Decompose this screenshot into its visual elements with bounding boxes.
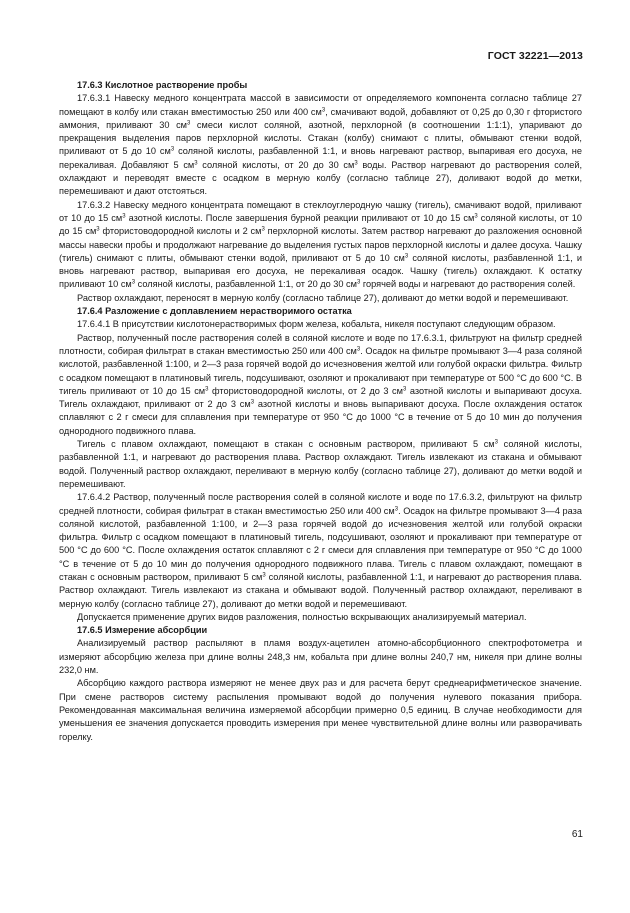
- section-heading: 17.6.5 Измерение абсорбции: [77, 625, 208, 636]
- paragraph: Допускается применение других видов разложения, полностью вскрывающих анализируемый материал.: [77, 611, 527, 622]
- paragraph: Абсорбцию каждого раствора измеряют не менее двух раз и для расчета берут среднеарифметическое значение. При смене растворов систему распыления промывают водой до получения нулевого показания прибора. Рекомендованная максимальная величина измеряемой абсорбции примерно 0,5 единиц. В случае необходимости для уменьшения ее значения допускается проводить измерения при менее чувствительной длине волны или разворачивать горелку.: [59, 678, 582, 742]
- paragraph: Тигель с плавом охлаждают, помещают в стакан с основным раствором, приливают 5 $см^3$ соляной кислоты, разбавленной 1:1, и нагревают до растворения плава. Раствор охлаждают. Тигель извлекают из стакана и обмывают водой. Полученный раствор охлаждают, переливают в мерную колбу (согласно таблице 27), доливают до метки водой и перемешивают.: [59, 439, 583, 489]
- paragraph: Раствор, полученный после растворения солей в соляной кислоте и воде по 17.6.3.1, фильтруют на фильтр средней плотности, собирая фильтрат в стакан вместимостью 250 или 400 $см^3$. Осадок на фильтре промывают 3—4 раза соляной кислотой, разбавленной 1:100, и 2—3 раза горячей водой до исчезновения желтой или голубой окраски фильтра. Фильтр с осадком помещают в платиновый тигель, подсушивают, озоляют и прокаливают при температуре от 500 °С до 600 °С. В тигель приливают от 10 до 15 $см^3$ фтористоводородной кислоты, от 2 до 3 $см^3$ азотной кислоты и выпаривают досуха. Тигель охлаждают, приливают от 2 до 3 $см^3$ азотной кислоты и вновь выпаривают досуха. После охлаждения остаток сплавляют с 2 г смеси для сплавления при температуре от 950 °С до 1000 °С в течение от 5 до 10 мин до получения однородного подвижного плава.: [59, 332, 583, 436]
- page-number: 61: [571, 829, 583, 840]
- paragraph: 17.6.4.2 Раствор, полученный после растворения солей в соляной кислоте и воде по 17.6.3.2, фильтруют на фильтр средней плотности, собирая фильтрат в стакан вместимостью 250 или 400 $см^3$. Осадок на фильтре промывают 3—4 раза соляной кислотой, разбавленной 1:100, и 2—3 раза горячей водой до исчезновения желтой или голубой окраски фильтра. Фильтр с осадком помещают в платиновый тигель, подсушивают, озоляют и прокаливают при температуре от 500 °С до 600 °С. После охлаждения остаток сплавляют с 2 г смеси для сплавления при температуре от 950 °С до 1000 °С в течение от 5 до 10 мин до получения однородного подвижного плава. Тигель с плавом охлаждают, помещают в стакан с основным раствором, приливают 5 $см^3$ соляной кислоты, разбавленной 1:1, и нагревают до растворения плава. Раствор охлаждают. Тигель извлекают из стакана и обмывают водой. Полученный раствор охлаждают, переливают в мерную колбу (согласно таблице 27), доливают до метки водой и перемешивают.: [59, 492, 582, 609]
- paragraph: 17.6.3.2 Навеску медного концентрата помещают в стеклоуглеродную чашку (тигель), смачивают водой, приливают от 10 до 15 $см^3$ азотной кислоты. После завершения бурной реакции приливают от 10 до 15 $см^3$ соляной кислоты, от 10 до 15 $см^3$ фтористоводородной кислоты и 2 $см^3$ перхлорной кислоты. Затем раствор нагревают до разложения основной массы навески пробы и продолжают нагревание до выделения густых паров перхлорной кислоты и далее досуха. Чашку (тигель) снимают с плиты, обмывают стенки водой, приливают от 5 до 10 $см^3$ соляной кислоты, разбавленной 1:1, и вновь нагревают раствор, выпаривая его досуха, не перекаливая осадок. Чашку (тигель) охлаждают. К остатку приливают 10 $см^3$ соляной кислоты, разбавленной 1:1, от 20 до 30 $см^3$ горячей воды и нагревают до растворения солей.: [59, 199, 582, 290]
- standard-designation: ГОСТ 32221—2013: [487, 50, 583, 62]
- paragraph: 17.6.3.1 Навеску медного концентрата массой в зависимости от определяемого компонента согласно таблице 27 помещают в колбу или стакан вместимостью 250 или 400 $см^3$, смачивают водой, добавляют от 0,25 до 0,30 г фтористого аммония, приливают 30 $см^3$ смеси кислот соляной, азотной, перхлорной (в соотношении 1:1:1), упаривают до прекращения выделения паров перхлорной кислоты. Стакан (колбу) снимают с плиты, обмывают стенки водой, приливают от 5 до 10 $см^3$ соляной кислоты, разбавленной 1:1, и вновь нагревают раствор, выпаривая его досуха, не перекаливая. Добавляют 5 $см^3$ соляной кислоты, от 20 до 30 $см^3$ воды. Раствор нагревают до растворения солей, охлаждают и переводят вместе с осадком в мерную колбу (согласно таблице 27), доливают водой до метки, перемешивают и дают отстояться.: [59, 93, 583, 197]
- paragraph: 17.6.4.1 В присутствии кислотонерастворимых форм железа, кобальта, никеля поступают следующим образом.: [77, 319, 556, 330]
- document-body: [59, 79, 582, 744]
- paragraph: Анализируемый раствор распыляют в пламя воздух-ацетилен атомно-абсорбционного спектрофотометра и измеряют абсорбцию железа при длине волны 248,3 нм, кобальта при длине волны 240,7 нм, никеля при длине волны 232,0 нм.: [59, 638, 582, 676]
- section-heading: 17.6.3 Кислотное растворение пробы: [77, 80, 248, 90]
- paragraph: Раствор охлаждают, переносят в мерную колбу (согласно таблице 27), доливают до метки водой и перемешивают.: [77, 292, 569, 303]
- section-heading: 17.6.4 Разложение с доплавлением нерастворимого остатка: [77, 306, 352, 317]
